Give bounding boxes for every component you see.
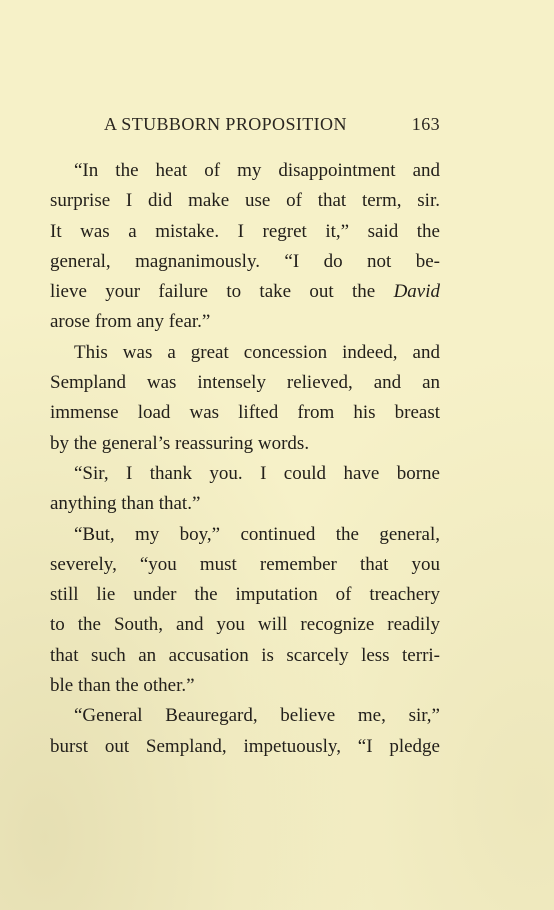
text-line: that such an accusation is scarcely less terri- xyxy=(50,644,440,666)
text-line: general, magnanimously. “I do not be- xyxy=(50,250,440,272)
text-line: “But, my boy,” continued the general, xyxy=(74,523,440,545)
text-line: surprise I did make use of that term, sir. xyxy=(50,190,440,212)
text-line: anything than that.” xyxy=(50,493,201,515)
text-line: “Sir, I thank you. I could have borne xyxy=(74,462,440,484)
text-line-roman: lieve your failure to take out the xyxy=(50,281,376,303)
text-line: This was a great concession indeed, and xyxy=(74,341,440,363)
text-line: ble than the other.” xyxy=(50,675,195,697)
text-line: still lie under the imputation of treachery xyxy=(50,584,440,606)
body-text xyxy=(50,158,440,764)
text-line: “In the heat of my disappointment and xyxy=(74,160,440,181)
text-line xyxy=(50,279,440,309)
running-title: A STUBBORN PROPOSITION xyxy=(104,114,347,134)
text-line-italic: David xyxy=(393,281,441,303)
text-line: by the general’s reassuring words. xyxy=(50,432,310,454)
text-line: Sempland was intensely relieved, and an xyxy=(50,372,440,394)
text-line: arose from any fear.” xyxy=(50,311,211,333)
text-line: “General Beauregard, believe me, sir,” xyxy=(74,705,440,727)
text-line: to the South, and you will recognize readily xyxy=(50,614,440,636)
running-head xyxy=(104,114,440,138)
text-line: severely, “you must remember that you xyxy=(50,553,440,575)
page-number: 163 xyxy=(411,114,440,134)
text-line: burst out Sempland, impetuously, “I pledge xyxy=(50,735,440,757)
text-line: It was a mistake. I regret it,” said the xyxy=(50,220,440,242)
text-line: immense load was lifted from his breast xyxy=(50,402,440,424)
